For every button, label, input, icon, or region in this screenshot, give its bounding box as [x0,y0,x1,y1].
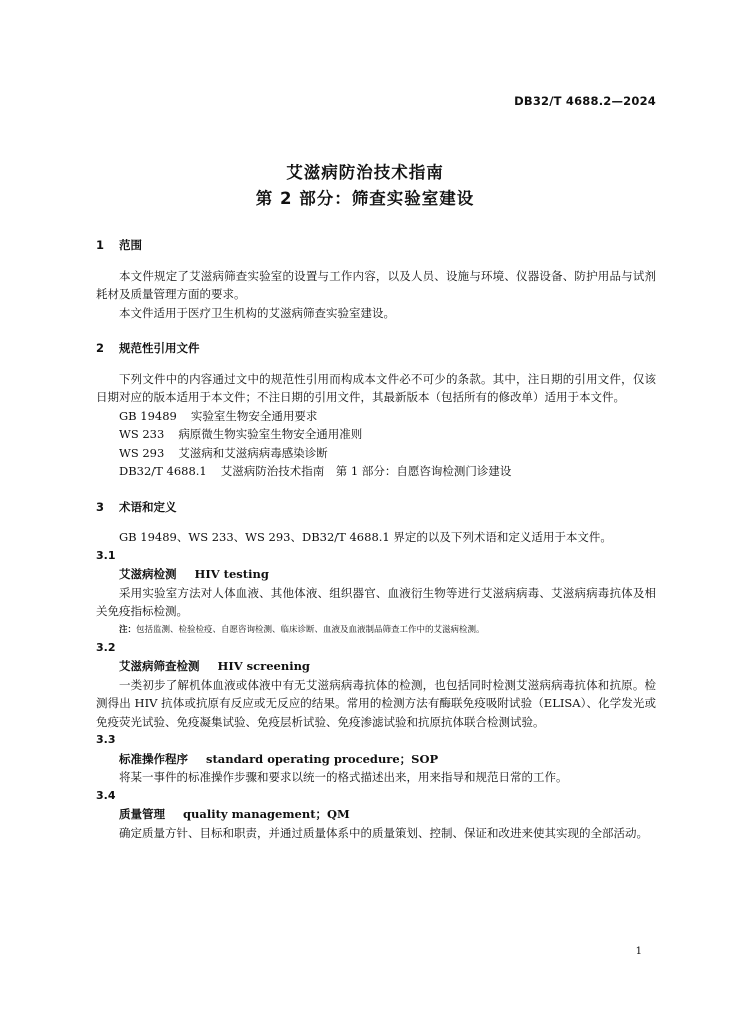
term-definition: 确定质量方针、目标和职责，并通过质量体系中的质量策划、控制、保证和改进来使其实现的全部活动。 [119,825,648,840]
reference-item [96,425,656,444]
section-heading-normative-references [96,339,656,358]
note-text: 包括监测、检验检疫、自愿咨询检测、临床诊断、血液及血液制品筛查工作中的艾滋病检测。 [136,624,485,635]
document-body [96,236,656,842]
reference-title: 病原微生物实验室生物安全通用准则 [178,427,363,441]
term-name-en: HIV screening [217,659,310,673]
term-name-cn: 质量管理 [119,807,165,821]
reference-item [96,444,656,463]
term-note [96,621,656,639]
term-name-cn: 艾滋病检测 [119,567,177,581]
section-number: 2 [96,341,105,355]
reference-code: WS 233 [119,427,165,441]
reference-item [96,407,656,426]
term-name [96,565,656,584]
page-number: 1 [635,946,642,957]
note-label: 注： [119,624,137,635]
term-number: 3.3 [96,733,116,746]
reference-title: 艾滋病防治技术指南 第 1 部分：自愿咨询检测门诊建设 [220,464,512,478]
document-subtitle: 第 2 部分：筛查实验室建设 [255,189,475,208]
section-title: 范围 [119,238,142,252]
term-number: 3.1 [96,548,116,562]
reference-code: DB32/T 4688.1 [119,464,207,478]
standard-code: DB32/T 4688.2—2024 [514,94,656,108]
section-number: 3 [96,499,105,514]
reference-code: GB 19489 [119,408,177,423]
term-name-en: HIV testing [194,567,269,581]
section-title: 规范性引用文件 [119,341,200,355]
paragraph: 下列文件中的内容通过文中的规范性引用而构成本文件必不可少的条款。其中，注日期的引用文件，仅该日期对应的版本适用于本文件；不注日期的引用文件，其最新版本（包括所有的修改单）适用于本文件。 [96,371,656,404]
paragraph: 本文件规定了艾滋病筛查实验室的设置与工作内容，以及人员、设施与环境、仪器设备、防护用品与试剂耗材及质量管理方面的要求。 [96,268,656,301]
term-name [96,657,656,676]
reference-item [96,462,656,481]
term-number: 3.4 [96,788,116,802]
term-name [96,805,656,824]
term-name-cn: 标准操作程序 [119,751,188,766]
term-name-en: standard operating procedure；SOP [206,751,439,766]
section-number: 1 [96,238,105,252]
term-name-en: quality management；QM [183,807,350,821]
term-definition: 采用实验室方法对人体血液、其他体液、组织器官、血液衍生物等进行艾滋病病毒、艾滋病病毒抗体及相关免疫指标检测。 [96,585,656,618]
section-heading-scope [96,236,656,255]
section-title: 术语和定义 [119,499,177,514]
reference-title: 实验室生物安全通用要求 [190,408,318,423]
document-title: 艾滋病防治技术指南 [286,163,444,182]
reference-title: 艾滋病和艾滋病病毒感染诊断 [178,445,328,460]
term-definition: 将某一事件的标准操作步骤和要求以统一的格式描述出来，用来指导和规范日常的工作。 [119,770,568,784]
term-number: 3.2 [96,640,116,654]
reference-code: WS 293 [119,445,165,460]
term-definition: 一类初步了解机体血液或体液中有无艾滋病病毒抗体的检测，也包括同时检测艾滋病病毒抗体和抗原。检测得出 HIV 抗体或抗原有反应或无反应的结果。常用的检测方法有酶联免疫吸附试验（ELISA）、化学发光或免疫荧光试验、免疫凝集试验、免疫层析试验、免疫渗滤试验和抗原抗体联合检测试验。 [96,677,656,729]
paragraph: 本文件适用于医疗卫生机构的艾滋病筛查实验室建设。 [119,305,395,320]
section-heading-terms-definitions [96,498,656,517]
term-name-cn: 艾滋病筛查检测 [119,659,200,673]
term-name [96,750,656,769]
paragraph: GB 19489、WS 233、WS 293、DB32/T 4688.1 界定的以及下列术语和定义适用于本文件。 [119,530,612,544]
